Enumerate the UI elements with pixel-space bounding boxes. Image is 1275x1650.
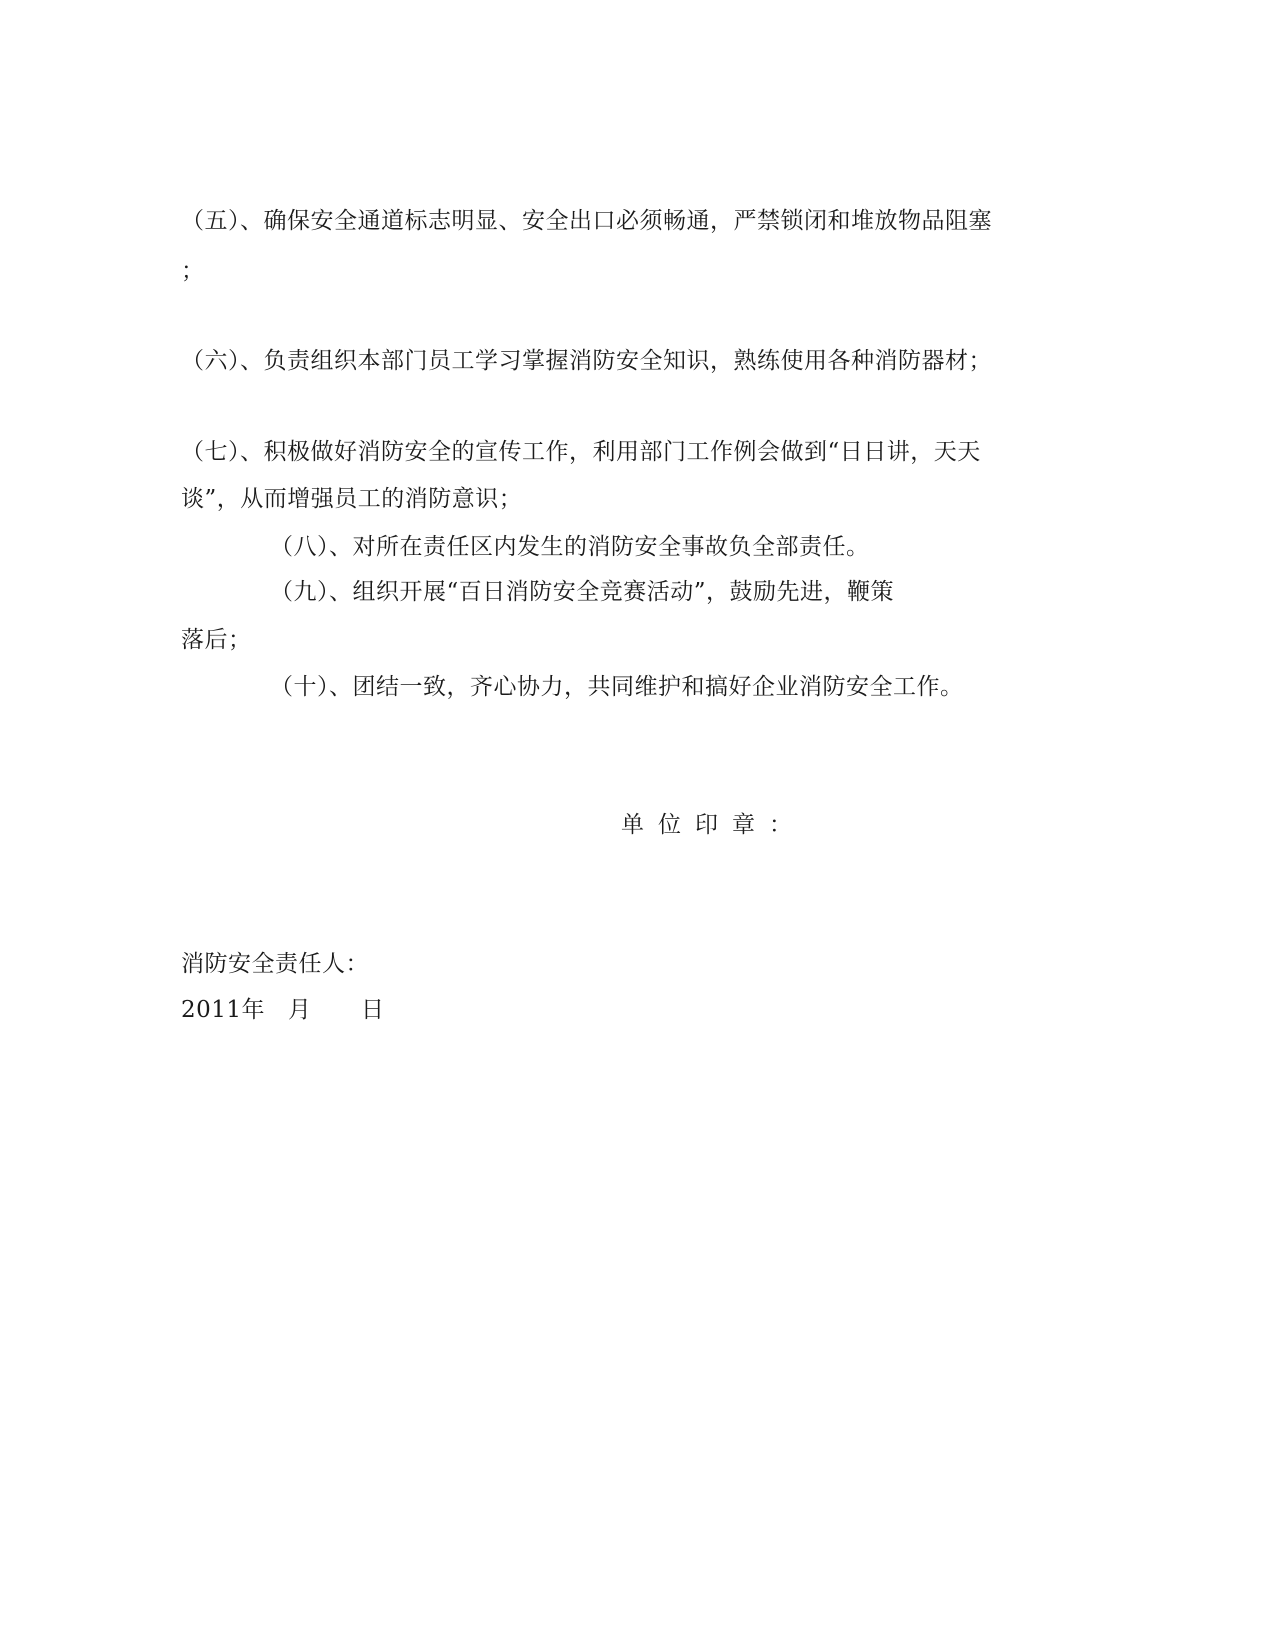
date-line [181, 995, 385, 1025]
date-month: 月 [288, 997, 312, 1023]
responsible-person-label: 消防安全责任人： [181, 951, 369, 977]
item-10-line-1: （十）、团结一致，齐心协力，共同维护和搞好企业消防安全工作。 [270, 674, 964, 700]
item-5-line-2: ； [181, 258, 205, 284]
seal-label: 单位印章： [621, 812, 806, 838]
item-9-line-2: 落后； [181, 627, 252, 653]
item-8-line-1: （八）、对所在责任区内发生的消防安全事故负全部责任。 [270, 534, 870, 560]
item-7-line-2: 谈”，从而增强员工的消防意识； [181, 486, 523, 512]
item-7-line-1: （七）、积极做好消防安全的宣传工作，利用部门工作例会做到“日日讲，天天 [181, 439, 981, 465]
date-day: 日 [361, 997, 385, 1023]
item-6-line-1: （六）、负责组织本部门员工学习掌握消防安全知识，熟练使用各种消防器材； [181, 348, 992, 374]
item-9-line-1: （九）、组织开展“百日消防安全竞赛活动”，鼓励先进，鞭策 [270, 579, 895, 605]
date-year: 2011年 [181, 997, 266, 1023]
item-5-line-1: （五）、确保安全通道标志明显、安全出口必须畅通，严禁锁闭和堆放物品阻塞 [181, 208, 992, 234]
